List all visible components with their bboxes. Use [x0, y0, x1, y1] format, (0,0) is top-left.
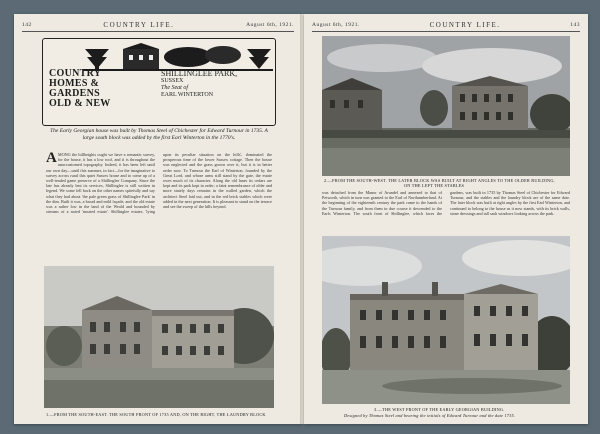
left-date: August 6th, 1921.: [246, 22, 294, 28]
masthead-panel: [42, 38, 276, 126]
series-line-3: GARDENS: [49, 88, 100, 99]
left-body-text: [46, 152, 272, 258]
series-line-2: HOMES &: [49, 78, 100, 89]
right-page: [304, 14, 588, 424]
photo-south-west: [322, 36, 570, 176]
photo-2-caption-line-2: ON THE LEFT THE STABLES: [404, 183, 465, 188]
left-page-number: 142: [22, 22, 32, 28]
left-journal-title: COUNTRY LIFE.: [103, 21, 175, 29]
right-journal-title: COUNTRY LIFE.: [429, 21, 501, 29]
drop-cap: A: [46, 152, 57, 166]
right-page-number: 143: [570, 22, 580, 28]
photo-1-caption: 1.—FROM THE SOUTH-EAST. THE SOUTH FRONT OF 1735 AND, ON THE RIGHT, THE LAUNDRY BLOCK: [46, 412, 266, 417]
photo-south-east-front: [44, 266, 274, 408]
photo-2-caption-line-1: 2.—FROM THE SOUTH-WEST. THE LATER BLOCK WAS BUILT AT RIGHT ANGLES TO THE OLDER BUILDING,: [324, 178, 555, 183]
right-date: August 6th, 1921.: [312, 22, 360, 28]
right-body-text: was detached from the Manor of Arundel and annexed to that of Petworth, which in turn was granted to the Earl of Northumberland. At the beginning of the eighteenth century the park came to the hands of the Turnour family, and from them in due course it descended to the Earls Winterton. The south front of Shillinglee, which faces the gardens, was built in 1735 by Thomas Steel of Chichester for Edward Turnour, and the stables and the laundry block are of the same date. The later block was built at right angles by the first Earl Winterton, and continued to belong to the house as it now stands, with its brick walls, stone dressings and tall sash windows looking across the park.: [322, 190, 570, 216]
photo-west-front: [322, 236, 570, 404]
masthead-house-block: [161, 69, 271, 99]
photo-3-caption-line-2: Designed by Thomas Steel and bearing the initials of Edward Turnour and the date 1735.: [344, 413, 516, 418]
article-intro: The Early Georgian house was built by Thomas Steel of Chichester for Edward Turnour in 1735. A large south block was added by the first Earl Winterton in the 1770's.: [50, 128, 268, 141]
series-line-4: OLD & NEW: [49, 98, 111, 109]
right-header-rule: [312, 31, 580, 32]
left-header-rule: [22, 31, 294, 32]
right-running-head: [312, 20, 580, 30]
photo-3-caption-line-1: 3.—THE WEST FRONT OF THE EARLY GEORGIAN BUILDING.: [374, 407, 505, 412]
masthead-series-title: [49, 69, 121, 109]
house-county: SUSSEX: [161, 78, 184, 84]
left-running-head: [22, 20, 294, 30]
series-line-1: COUNTRY: [49, 68, 102, 79]
owner-name: EARL WINTERTON: [161, 92, 214, 98]
left-body-paragraph: MONG the hillheights ought we have a romantic survey, for the house, it has a low roof, and it is throughout the unaccustomed topography. Indeed, it has been left until our own day—until this summer, in fact—for the imaginative to survey across rural this quiet Sussex house and to come up of a well-tended game preserve of a Shillinglee Company. Since the late has already lent its services, Shillinglee is still written in legend. We some fell back on the other names spitefully and say what they had about 'the pale green grass of Shillinglee Park' in the dim. Built it was, a broad and mild façade, and the old estate was a rather low in the land of the Weald and bounded by streams of a noted 'moated estate'. Shillinglee estates, 'lying upon its peculiar situation on the hills', dominated the prosperous time of the lower Sussex cottage. Then the house was neglected and the grass grown over it, but it is in better order now. To Turnour the Earl of Winterton, founded by the Great Lord, and whose arms still stand by the gate, the estate owes much of its character. Along the old lanes its cedars are kept and its park kept in order; a faint remembrance of older and more stately days remains in the walled garden, which the architect Steel laid out, and in the red brick stables which were added in the next generation. It is pleasant to stand on the terrace and see the sweep of the hills beyond.: [46, 152, 272, 215]
house-title: SHILLINGLEE PARK,: [161, 69, 238, 78]
left-page: [14, 14, 302, 424]
seat-line: The Seat of: [161, 85, 188, 91]
masthead-tree-illustration: [83, 43, 273, 71]
